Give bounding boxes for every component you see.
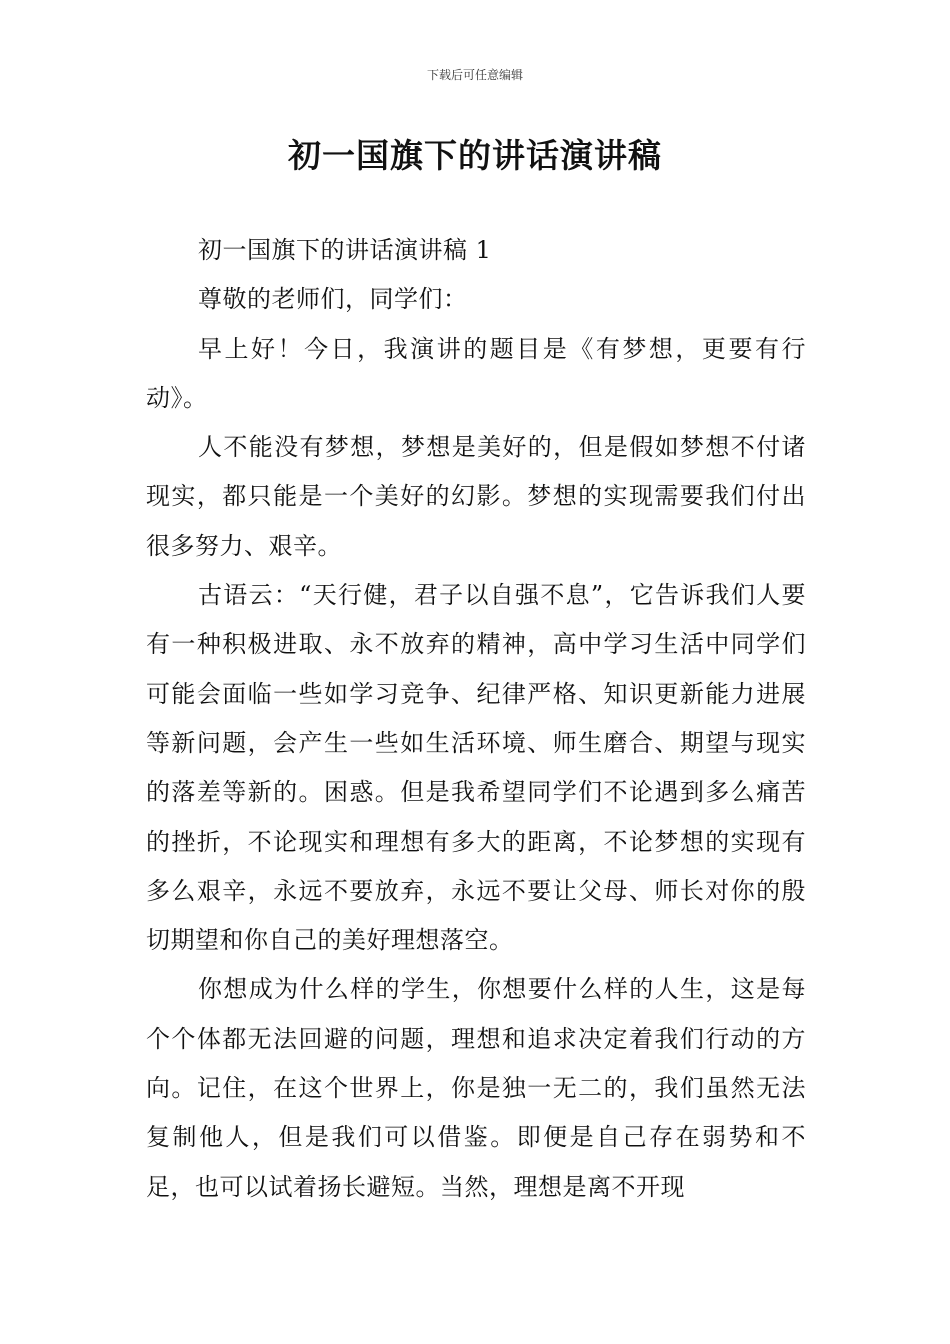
document-body — [146, 226, 806, 1212]
header-note: 下载后可任意编辑 — [426, 68, 523, 82]
paragraph: 古语云：“天行健，君子以自强不息”，它告诉我们人要有一种积极进取、永不放弃的精神，高中学习生活中同学们可能会面临一些如学习竞争、纪律严格、知识更新能力进展等新问题，会产生一些如生活环境、师生磨合、期望与现实的落差等新的。困惑。但是我希望同学们不论遇到多么痛苦的挫折，不论现实和理想有多大的距离，不论梦想的实现有多么艰辛，永远不要放弃，永远不要让父母、师长对你的殷切期望和你自己的美好理想落空。 — [146, 581, 806, 955]
paragraph: 早上好！今日，我演讲的题目是《有梦想，更要有行动》。 — [146, 334, 806, 412]
paragraph-subtitle: 初一国旗下的讲话演讲稿 1 — [198, 236, 492, 264]
document-title: 初一国旗下的讲话演讲稿 — [288, 136, 662, 175]
paragraph: 人不能没有梦想，梦想是美好的，但是假如梦想不付诸现实，都只能是一个美好的幻影。梦想的实现需要我们付出很多努力、艰辛。 — [146, 433, 806, 560]
paragraph-salutation: 尊敬的老师们，同学们： — [198, 285, 468, 314]
paragraph: 你想成为什么样的学生，你想要什么样的人生，这是每个个体都无法回避的问题，理想和追求决定着我们行动的方向。记住，在这个世界上，你是独一无二的，我们虽然无法复制他人，但是我们可以借鉴。即便是自己存在弱势和不足，也可以试着扬长避短。当然，理想是离不开现 — [146, 975, 806, 1201]
